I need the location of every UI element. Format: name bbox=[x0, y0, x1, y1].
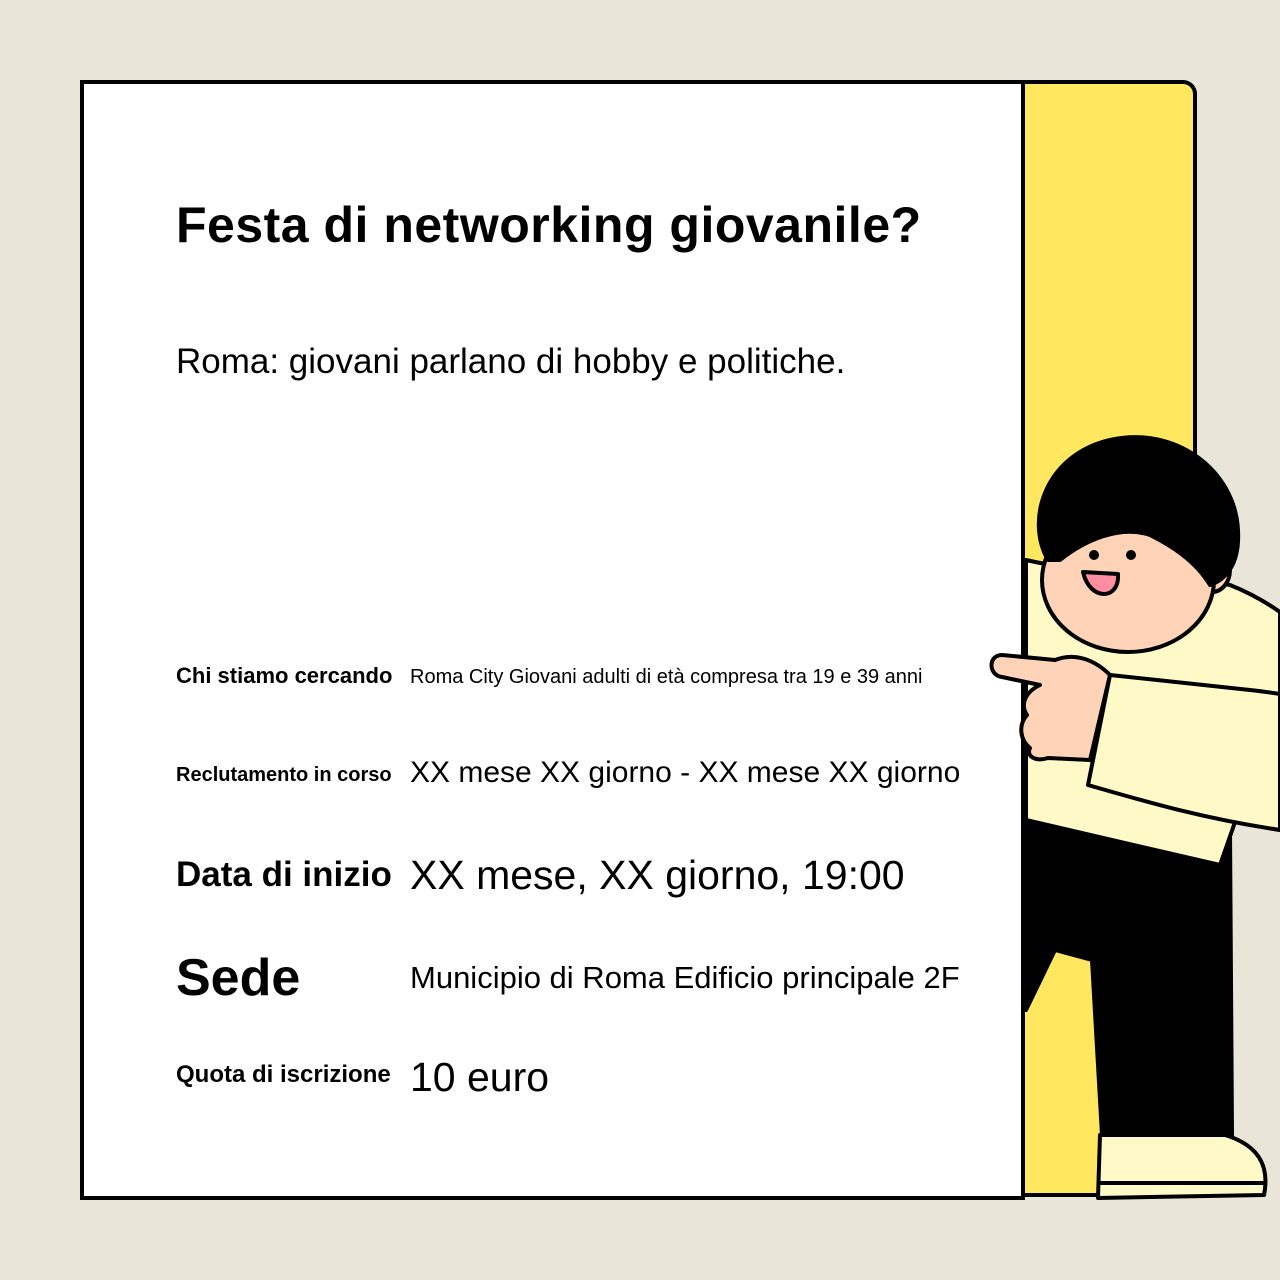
ear bbox=[1194, 548, 1230, 592]
detail-label: Quota di iscrizione bbox=[176, 1061, 391, 1088]
detail-value: XX mese XX giorno - XX mese XX giorno bbox=[410, 756, 961, 789]
detail-value: XX mese, XX giorno, 19:00 bbox=[410, 852, 905, 898]
detail-label: Reclutamento in corso bbox=[176, 764, 392, 786]
page-subtitle: Roma: giovani parlano di hobby e politiche. bbox=[176, 342, 846, 381]
detail-label: Chi stiamo cercando bbox=[176, 663, 393, 688]
info-card bbox=[80, 80, 1025, 1200]
detail-value: Municipio di Roma Edificio principale 2F bbox=[410, 960, 960, 995]
detail-value: 10 euro bbox=[410, 1054, 550, 1100]
detail-label: Sede bbox=[176, 949, 301, 1007]
page-title: Festa di networking giovanile? bbox=[176, 197, 922, 253]
yellow-door-panel bbox=[1020, 80, 1197, 1197]
detail-value: Roma City Giovani adulti di età compresa tra 19 e 39 anni bbox=[410, 666, 923, 688]
detail-label: Data di inizio bbox=[176, 855, 392, 894]
